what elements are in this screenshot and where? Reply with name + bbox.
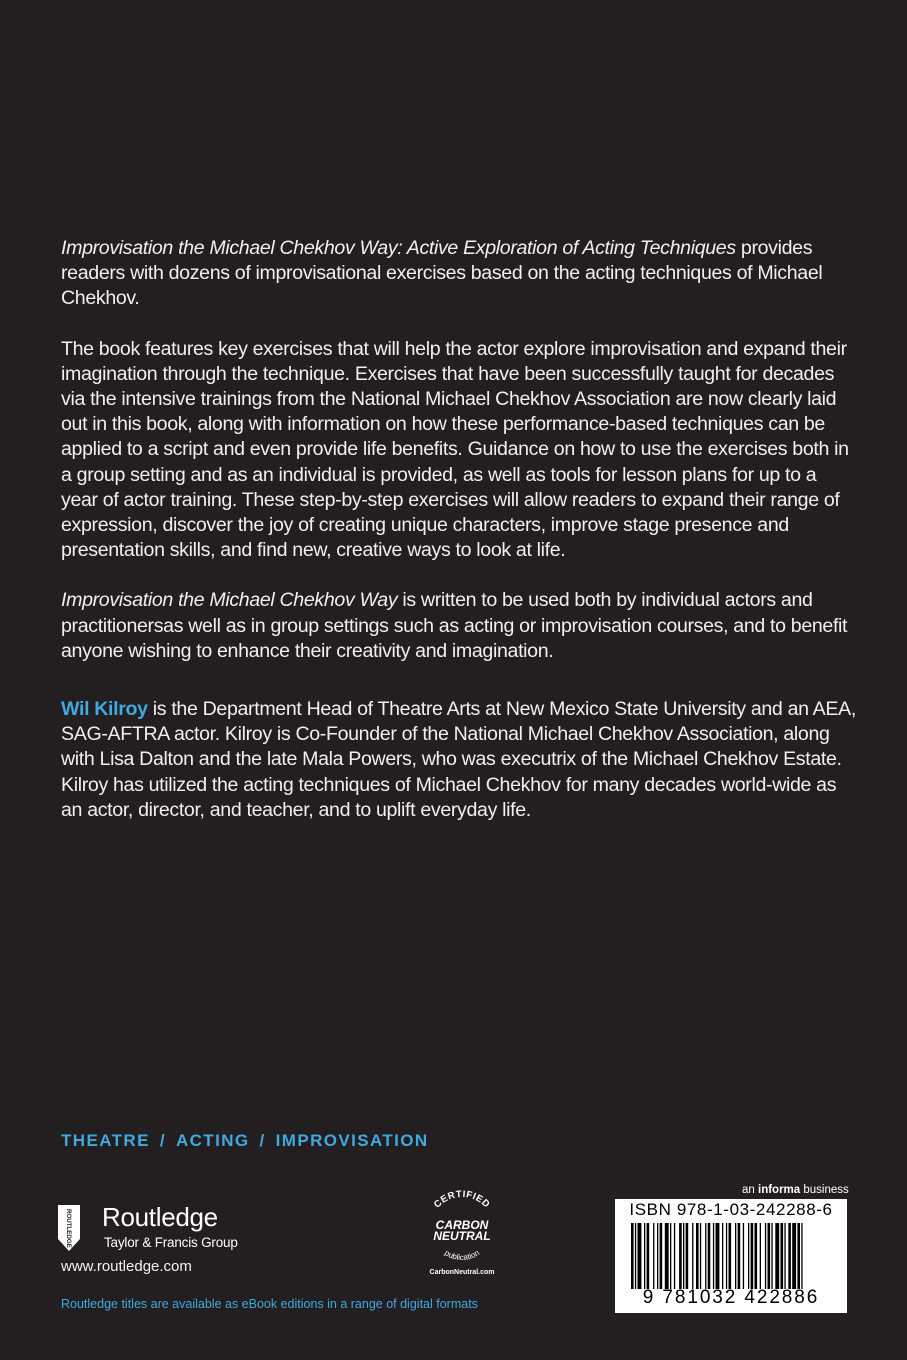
barcode-bar <box>660 1223 663 1289</box>
barcode-bar <box>665 1223 669 1289</box>
barcode-bar <box>771 1223 772 1289</box>
barcode-bar <box>755 1223 758 1289</box>
barcode-bar <box>657 1223 658 1289</box>
barcode-bar <box>788 1223 791 1289</box>
barcode-bar <box>765 1223 766 1289</box>
routledge-logo-icon <box>58 1205 80 1251</box>
book-title-italic: Improvisation the Michael Chekhov Way: Active Exploration of Acting Techniques <box>61 237 736 259</box>
barcode-bar <box>760 1223 761 1289</box>
badge-top-text: CERTIFIED <box>431 1188 493 1211</box>
logo-side-text: ROUTLEDGE <box>65 1209 72 1248</box>
publisher-group: Taylor & Francis Group <box>104 1235 238 1250</box>
subject-2: ACTING <box>175 1131 250 1150</box>
subject-separator: / <box>159 1131 166 1150</box>
barcode-bar <box>738 1223 741 1289</box>
description-text: provides readers with dozens of improvisational exercises based on the acting techniques of Michael Chekhov. <box>61 237 823 310</box>
isbn-label: ISBN 978-1-03-242288-6 <box>629 1200 833 1219</box>
barcode-bars <box>621 1223 841 1289</box>
svg-text:publication <box>443 1248 481 1262</box>
barcode-bar <box>716 1223 720 1289</box>
author-bio-text: is the Department Head of Theatre Arts at New Mexico State University and an AEA, SAG-AFTRA actor. Kilroy is Co-Founder of the National Michael Chekhov Association, along with Lisa Dalton and the late Mala Powers, who was executrix of the Michael Chekhov Estate. Kilroy has utilized the acting techniques of Michael Chekhov for many decades world-wide as an actor, director, and teacher, and to uplift everyday life. <box>61 698 856 821</box>
ebook-note: Routledge titles are available as eBook editions in a range of digital formats <box>61 1297 478 1311</box>
description-paragraph-2: The book features key exercises that will help the actor explore improvisation and expand their imagination through the technique. Exercises that have been successfully taught for decades via the intensive trainings from the National Michael Chekhov Association are now clearly laid out in this book, along with information on how these performance-based techniques can be applied to a script and even provide life benefits. Guidance on how to use the exercises both in a group setting and as an individual is provided, as well as tools for lesson plans for up to a year of actor training. These step-by-step exercises will allow readers to expand their range of expression, discover the joy of creating unique characters, improve stage presence and presentation skills, and find new, creative ways to look at life. <box>61 337 849 562</box>
informa-post: business <box>800 1184 849 1196</box>
isbn-barcode <box>615 1199 847 1313</box>
badge-url: CarbonNeutral.com <box>429 1269 495 1276</box>
barcode-bar <box>670 1223 671 1289</box>
carbon-neutral-badge <box>412 1183 512 1283</box>
barcode-bar <box>644 1223 645 1289</box>
barcode-bar <box>686 1223 689 1289</box>
publisher-url[interactable]: www.routledge.com <box>61 1258 192 1275</box>
description-paragraph-3 <box>61 588 857 664</box>
barcode-bar <box>768 1223 771 1289</box>
barcode-bar <box>700 1223 701 1289</box>
barcode-bar <box>631 1223 634 1289</box>
barcode-digits: 9 781032 422886 <box>642 1287 820 1308</box>
barcode-bar <box>653 1223 654 1289</box>
book-title-italic: Improvisation the Michael Chekhov Way <box>61 589 398 612</box>
publisher-name: Routledge <box>102 1202 218 1232</box>
barcode-bar <box>692 1223 693 1289</box>
informa-pre: an <box>742 1184 758 1196</box>
barcode-bar <box>751 1223 754 1289</box>
barcode-bar <box>792 1223 796 1289</box>
badge-bottom-text: publication <box>442 1248 482 1263</box>
badge-line-2: NEUTRAL <box>433 1229 491 1243</box>
barcode-bar <box>748 1223 749 1289</box>
subject-1: THEATRE <box>61 1131 150 1150</box>
description-text: is written to be used both by individual actors and practitionersas well as in group settings such as acting or improvisation courses, and to benefit anyone wishing to enhance their creativity and imagination. <box>61 589 848 662</box>
back-cover-blurb <box>61 236 857 848</box>
routledge-logo <box>58 1199 268 1259</box>
subject-categories <box>61 1131 429 1151</box>
description-paragraph-1 <box>61 236 857 312</box>
badge-line-1: CARBON <box>435 1218 489 1232</box>
barcode-bar <box>713 1223 714 1289</box>
informa-bold: informa <box>758 1184 801 1196</box>
author-bio <box>61 697 857 823</box>
barcode-bar <box>743 1223 744 1289</box>
informa-tagline <box>742 1184 849 1196</box>
barcode-bar <box>683 1223 684 1289</box>
barcode-bar <box>674 1223 675 1289</box>
barcode-bar <box>784 1223 785 1289</box>
subject-separator: / <box>259 1131 266 1150</box>
barcode-bar <box>722 1223 723 1289</box>
barcode-bar <box>679 1223 682 1289</box>
barcode-bar <box>647 1223 650 1289</box>
barcode-bar <box>797 1223 800 1289</box>
barcode-bar <box>696 1223 699 1289</box>
barcode-bar <box>781 1223 784 1289</box>
barcode-bar <box>705 1223 706 1289</box>
author-name: Wil Kilroy <box>61 698 148 721</box>
barcode-bar <box>638 1223 642 1289</box>
barcode-bar <box>775 1223 779 1289</box>
barcode-bar <box>735 1223 736 1289</box>
barcode-bar <box>729 1223 732 1289</box>
barcode-bar <box>726 1223 727 1289</box>
barcode-bar <box>635 1223 636 1289</box>
barcode-bar <box>708 1223 711 1289</box>
barcode-bar <box>801 1223 802 1289</box>
subject-3: IMPROVISATION <box>275 1131 429 1150</box>
svg-text:CERTIFIED <box>432 1189 492 1211</box>
